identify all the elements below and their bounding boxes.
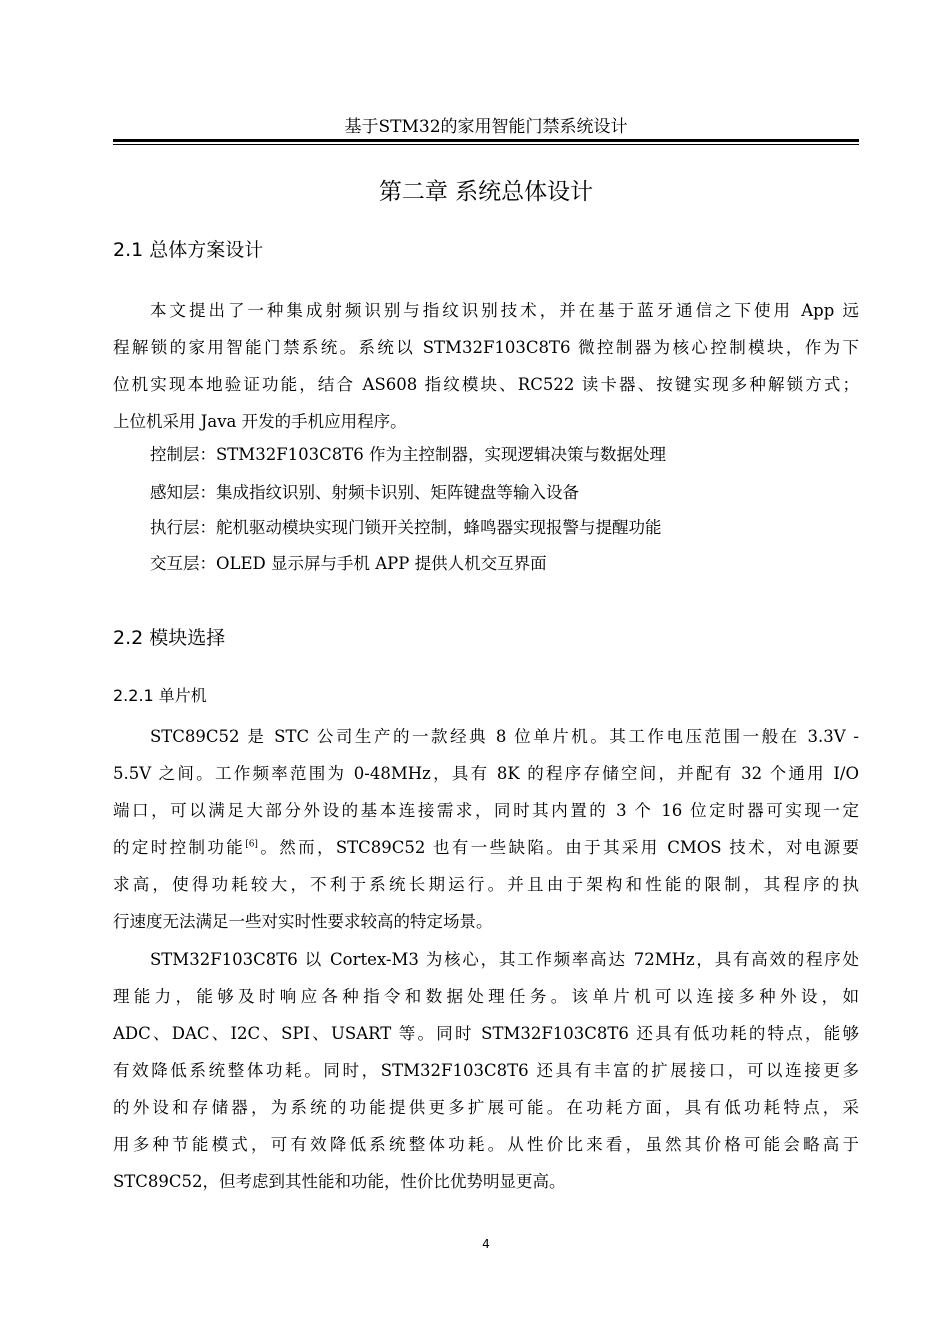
paragraph-line: 本文提出了一种集成射频识别与指纹识别技术，并在基于蓝牙通信之下使用 App 远: [150, 301, 859, 320]
chapter-title: 第二章 系统总体设计: [378, 179, 594, 205]
paragraph-line: 位机实现本地验证功能，结合 AS608 指纹模块、RC522 读卡器、按键实现多种解锁方式；: [113, 375, 859, 394]
paragraph-line: 上位机采用 Java 开发的手机应用程序。: [113, 412, 407, 431]
paragraph-line: 端口，可以满足大部分外设的基本连接需求，同时其内置的 3 个 16 位定时器可实现一定: [113, 801, 859, 820]
line-text: 。然而，STC89C52 也有一些缺陷。由于其采用 CMOS 技术，对电源要: [257, 838, 860, 857]
paragraph-line: 行速度无法满足一些对实时性要求较高的特定场景。: [113, 912, 493, 931]
layer-item-control: 控制层：STM32F103C8T6 作为主控制器，实现逻辑决策与数据处理: [150, 445, 667, 464]
paragraph-line: 有效降低系统整体功耗。同时，STM32F103C8T6 还具有丰富的扩展接口，可以连接更多: [113, 1061, 859, 1080]
paragraph-line: STC89C52 是 STC 公司生产的一款经典 8 位单片机。其工作电压范围一般在 3.3V -: [150, 727, 859, 746]
layer-item-perception: 感知层：集成指纹识别、射频卡识别、矩阵键盘等输入设备: [150, 483, 579, 502]
subsection-heading-2-2-1: 2.2.1 单片机: [113, 686, 207, 705]
mcu-paragraph-1: [113, 718, 859, 940]
paragraph-line: 5.5V 之间。工作频率范围为 0-48MHz，具有 8K 的程序存储空间，并配有 32 个通用 I/O: [113, 764, 859, 783]
paragraph-line: ADC、DAC、I2C、SPI、USART 等。同时 STM32F103C8T6 还具有低功耗的特点，能够: [113, 1024, 859, 1043]
paragraph-line: 的外设和存储器，为系统的功能提供更多扩展可能。在功耗方面，具有低功耗特点，采: [113, 1098, 859, 1117]
section-heading-2-1: 2.1 总体方案设计: [113, 239, 264, 261]
header-rule-thin: [113, 144, 859, 145]
intro-paragraph: [113, 292, 859, 440]
paragraph-line: [113, 829, 859, 866]
line-text: 的定时控制功能: [113, 838, 246, 857]
header-rule-thick: [113, 139, 859, 142]
layer-item-interaction: 交互层：OLED 显示屏与手机 APP 提供人机交互界面: [150, 554, 547, 573]
paragraph-line: 用多种节能模式，可有效降低系统整体功耗。从性价比来看，虽然其价格可能会略高于: [113, 1135, 859, 1154]
section-heading-2-2: 2.2 模块选择: [113, 627, 226, 649]
citation-reference: [6]: [245, 839, 258, 850]
paragraph-line: 求高，使得功耗较大，不利于系统长期运行。并且由于架构和性能的限制，其程序的执: [113, 875, 859, 894]
mcu-paragraph-2: [113, 941, 859, 1200]
paragraph-line: STM32F103C8T6 以 Cortex-M3 为核心，其工作频率高达 72MHz，具有高效的程序处: [150, 950, 859, 969]
running-header: 基于STM32的家用智能门禁系统设计: [344, 117, 628, 137]
paragraph-line: STC89C52，但考虑到其性能和功能，性价比优势明显更高。: [113, 1172, 566, 1191]
paragraph-line: 理能力，能够及时响应各种指令和数据处理任务。该单片机可以连接多种外设，如: [113, 987, 859, 1006]
paragraph-line: 程解锁的家用智能门禁系统。系统以 STM32F103C8T6 微控制器为核心控制模块，作为下: [113, 338, 859, 357]
page-number: 4: [482, 1237, 490, 1251]
layer-item-execution: 执行层：舵机驱动模块实现门锁开关控制，蜂鸣器实现报警与提醒功能: [150, 518, 662, 537]
